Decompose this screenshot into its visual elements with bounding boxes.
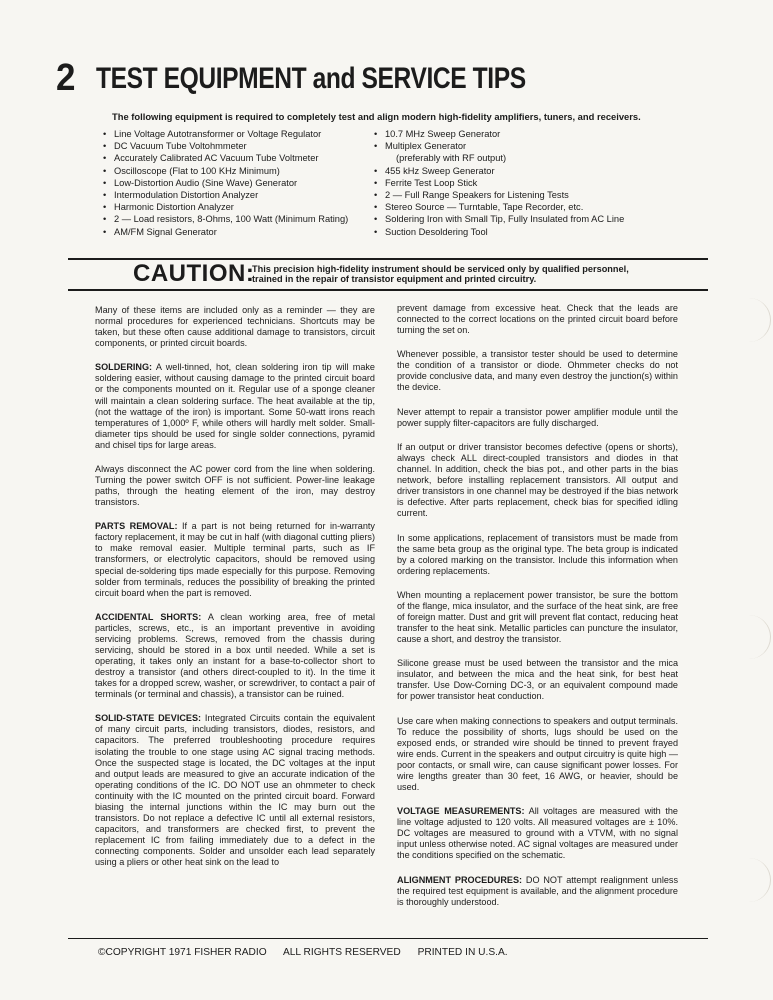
soldering-paragraph: [95, 362, 375, 450]
transistor-tester-paragraph: Whenever possible, a transistor tester should be used to determine the condition of a transistor or diode. Ohmmeter checks do not provide conclusive data, and many even destroy the junction(s) within the device.: [397, 349, 678, 393]
voltage-measurements-heading: VOLTAGE MEASUREMENTS:: [397, 806, 525, 817]
section-number: 2: [56, 57, 76, 99]
caution-bottom-rule: [68, 289, 708, 291]
soldering-heading: SOLDERING:: [95, 362, 153, 373]
speaker-connections-paragraph: Use care when making connections to speakers and output terminals. To reduce the possibility of shorts, lugs should be used on the exposed ends, or stranded wire should be tinned to prevent frayed wire ends. Current in the speakers and output circuitry is quite high — poor contacts, or small wire, can cause significant power losses. For wire lengths greater than 30 feet, 16 AWG, or heavier, should be used.: [397, 715, 678, 792]
solid-state-paragraph: [95, 713, 375, 868]
equipment-list-right: [374, 128, 624, 238]
equipment-item: • DC Vacuum Tube Voltohmmeter: [103, 140, 348, 152]
parts-removal-text: If a part is not being returned for in-warranty factory replacement, it may be cut in half (with diagonal cutting pliers) to make removal easier. Multiple terminal parts, such as IF transformers, or electrolytic capacitors, should be removed using special de-soldering tips made especially for this purpose. Removing solder from terminals, reduces the possibility of breaking the printed circuit board when the part is removed.: [95, 521, 375, 598]
mounting-paragraph: When mounting a replacement power transistor, be sure the bottom of the flange, mica insulator, and the surface of the heat sink, are free of foreign matter. Dust and grit will prevent flat contact, reducing heat transfer to the heat sink. Metallic particles can puncture the insulator, cause a short, and destroy the transistor.: [397, 589, 678, 645]
equipment-intro: The following equipment is required to completely test and align modern high-fidelity amplifiers, tuners, and receivers.: [112, 111, 641, 122]
caution-message: [252, 264, 629, 285]
equipment-item: • Harmonic Distortion Analyzer: [103, 201, 348, 213]
alignment-heading: ALIGNMENT PROCEDURES:: [397, 874, 523, 885]
equipment-item: • Intermodulation Distortion Analyzer: [103, 189, 348, 201]
printed-notice: PRINTED IN U.S.A.: [417, 947, 508, 958]
parts-removal-heading: PARTS REMOVAL:: [95, 521, 178, 532]
equipment-item: • Low-Distortion Audio (Sine Wave) Generator: [103, 177, 348, 189]
alignment-text: DO NOT attempt realignment unless the required test equipment is available, and the alignment procedure is thoroughly understood.: [397, 874, 678, 907]
page-footer: [98, 947, 522, 958]
discharge-paragraph: Never attempt to repair a transistor power amplifier module until the power supply filter-capacitors are fully discharged.: [397, 406, 678, 428]
reminder-paragraph: Many of these items are included only as a reminder — they are normal procedures for experienced technicians. Shortcuts may be taken, but these often cause additional damage to transistors, circuit components, or printed circuit boards.: [95, 305, 375, 349]
binder-hole-mark: [740, 298, 771, 342]
equipment-item: • Oscilloscope (Flat to 100 KHz Minimum): [103, 165, 348, 177]
copyright-notice: ©COPYRIGHT 1971 FISHER RADIO: [98, 947, 267, 958]
equipment-item: • AM/FM Signal Generator: [103, 226, 348, 238]
alignment-paragraph: [397, 875, 678, 908]
footer-rule: [68, 938, 708, 939]
disconnect-paragraph: Always disconnect the AC power cord from the line when soldering. Turning the power switch OFF is not sufficient. Power-line leakage paths, through the heating element of the iron, may destroy transistors.: [95, 463, 375, 508]
solid-state-text: Integrated Circuits contain the equivalent of many circuit parts, including transistors, diodes, resistors, and capacitors. The preferred troubleshooting procedure requires isolating the trouble to one stage using AC signal tracing methods. Once the suspected stage is located, the DC voltages at the input and output leads are measured to give an accurate indication of the operating conditions of the IC. DO NOT use an ohmmeter to check continuity with the IC mounted on the printed circuit board. Forward biasing the internal junctions within the IC may burn out the transistors. Do not replace a defective IC until all external resistors, capacitors, and transformers are checked first, to prevent the replacement IC from failing immediately due to a defect in the connecting components. Solder and unsolder each lead separately using a pliers or other heat sink on the lead to: [95, 713, 375, 867]
silicone-grease-paragraph: Silicone grease must be used between the transistor and the mica insulator, and between the mica and the heat sink, for best heat transfer. Use Dow-Corning DC-3, or an equivalent compound made for power transistor heat conduction.: [397, 658, 678, 702]
equipment-item: • 10.7 MHz Sweep Generator: [374, 128, 624, 140]
equipment-item: • Multiplex Generator: [374, 140, 624, 152]
heat-paragraph: prevent damage from excessive heat. Check that the leads are connected to the correct locations on the printed circuit board before turning the set on.: [397, 303, 678, 336]
soldering-text: A well-tinned, hot, clean soldering iron tip will make soldering easier, without causing damage to the printed circuit board or the components mounted on it. Regular use of a sponge cleaner will maintain a clean soldering surface. The heat available at the tip, (not the wattage of the iron) is important. Some 50-watt irons reach temperatures of 1,000º F, while others will hardly melt solder. Small-diameter tips should be used for single solder connections, pyramid and chisel tips for large areas.: [95, 362, 375, 450]
equipment-item: • Ferrite Test Loop Stick: [374, 177, 624, 189]
equipment-item: • Stereo Source — Turntable, Tape Recorder, etc.: [374, 201, 624, 213]
text-column-right: [397, 303, 678, 921]
voltage-measurements-text: All voltages are measured with the line voltage adjusted to 120 volts. All measured voltages are ± 10%. DC voltages are measured to ground with a VTVM, with no signal input unless otherwise noted. AC signal voltages are measured under the conditions specified on the schematic.: [397, 806, 678, 861]
equipment-item: • 2 — Full Range Speakers for Listening Tests: [374, 189, 624, 201]
output-transistor-paragraph: If an output or driver transistor becomes defective (opens or shorts), always check ALL direct-coupled transistors and diodes in that channel. In addition, check the bias pot., and other parts in the bias network, before installing replacement transistors. All output and driver transistors in one channel may be destroyed if the bias network is defective. After parts replacement, check bias for specified idling current.: [397, 441, 678, 519]
solid-state-heading: SOLID-STATE DEVICES:: [95, 713, 202, 724]
equipment-item: • Suction Desoldering Tool: [374, 226, 624, 238]
section-title: TEST EQUIPMENT and SERVICE TIPS: [96, 62, 526, 95]
equipment-item-note: (preferably with RF output): [396, 153, 507, 164]
binder-hole-mark: [740, 615, 771, 659]
rights-notice: ALL RIGHTS RESERVED: [282, 947, 401, 958]
equipment-item: • 455 kHz Sweep Generator: [374, 165, 624, 177]
accidental-shorts-paragraph: [95, 612, 375, 700]
caution-line-2: trained in the repair of transistor equipment and printed circuitry.: [252, 274, 537, 285]
equipment-item: • Accurately Calibrated AC Vacuum Tube Voltmeter: [103, 152, 348, 164]
beta-group-paragraph: In some applications, replacement of transistors must be made from the same beta group as the original type. The beta group is indicated by a colored marking on the transistor. Include this information when ordering replacements.: [397, 532, 678, 576]
binder-hole-mark: [740, 858, 771, 902]
text-column-left: [95, 305, 375, 881]
caution-line-1: This precision high-fidelity instrument should be serviced only by qualified personnel,: [252, 264, 629, 274]
equipment-list-left: [103, 128, 348, 238]
equipment-item: • Line Voltage Autotransformer or Voltage Regulator: [103, 128, 348, 140]
equipment-item: • 2 — Load resistors, 8-Ohms, 100 Watt (Minimum Rating): [103, 213, 348, 225]
parts-removal-paragraph: [95, 521, 375, 598]
caution-heading: CAUTION:: [133, 260, 255, 287]
equipment-item: • Soldering Iron with Small Tip, Fully Insulated from AC Line: [374, 213, 624, 225]
accidental-shorts-text: A clean working area, free of metal particles, screws, etc., is an important preventive in avoiding servicing problems. Screws, removed from the chassis during servicing, should be stored in a box until needed. While a set is operating, it takes only an instant for a base-to-collector short to destroy a transistor (and others direct-coupled to it). In the time it takes for a dropped screw, washer, or screwdriver, to contact a pair of terminals (or terminal and chassis), a transistor can be ruined.: [95, 611, 375, 700]
accidental-shorts-heading: ACCIDENTAL SHORTS:: [95, 611, 202, 622]
voltage-measurements-paragraph: [397, 806, 678, 861]
